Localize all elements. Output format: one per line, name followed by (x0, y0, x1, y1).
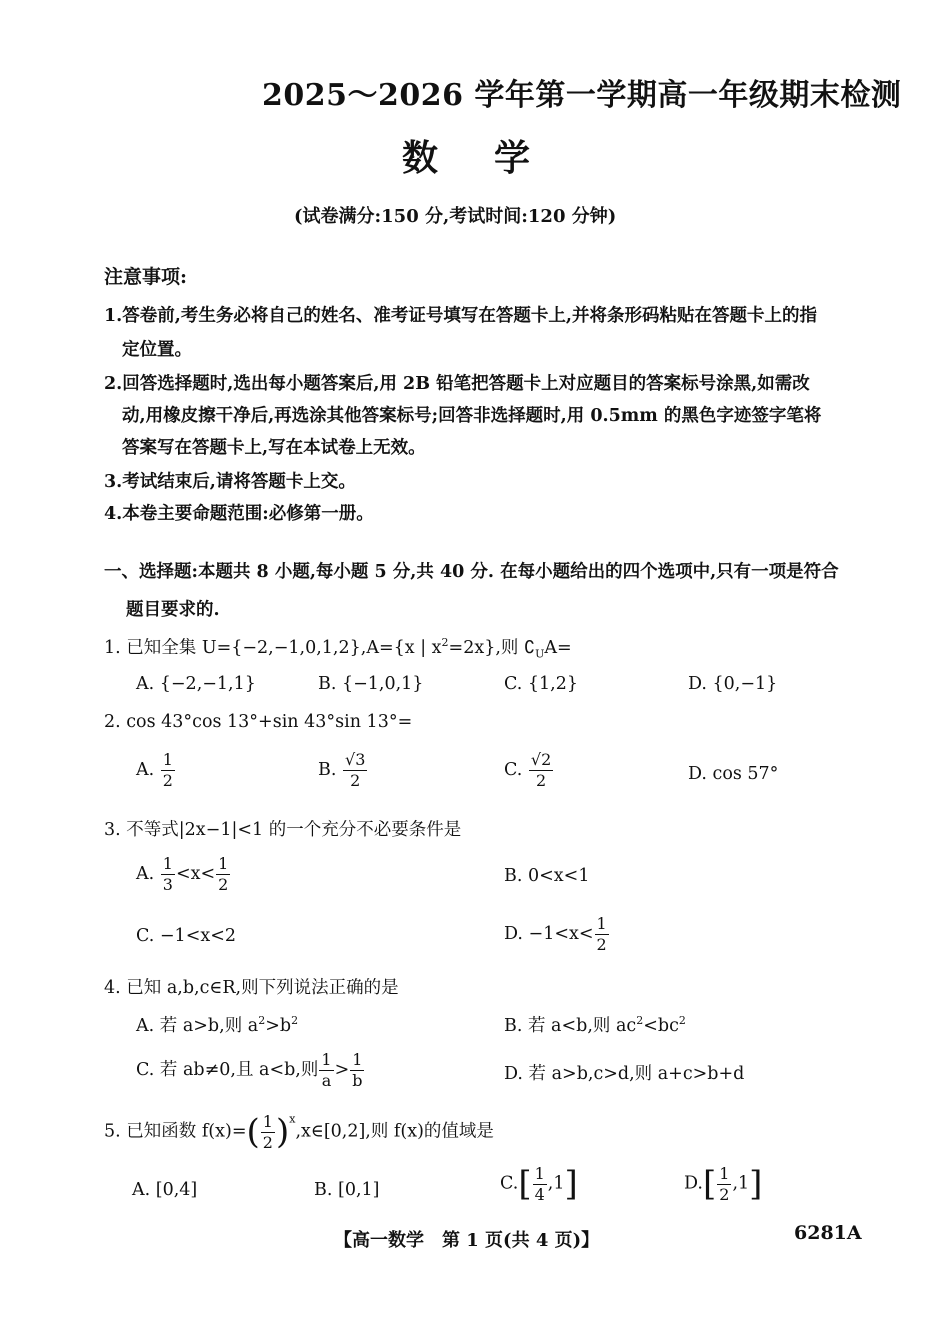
question-5-option-a: A. [0,4] (132, 1180, 198, 1200)
question-2-option-a: A. $\frac{1}{2}$ (136, 750, 173, 790)
notice-item-3: 3.考试结束后,请将答题卡上交。 (104, 472, 356, 492)
question-1-option-a: A. {−2,−1,1} (136, 674, 256, 694)
question-2-stem: 2. cos 43°cos 13°+sin 43°sin 13°= (104, 712, 413, 732)
section-heading: 一、选择题:本题共 8 小题,每小题 5 分,共 40 分. 在每小题给出的四个选项中,只有一项是符合 (104, 562, 839, 582)
paper-code: 6281A (794, 1222, 862, 1244)
question-1-stem: 1. 已知全集 U={−2,−1,0,1,2},A={x | $x^2=2x$},则 $∁_UA=$ (104, 636, 572, 661)
exam-meta: (试卷满分:150 分,考试时间:120 分钟) (294, 206, 617, 227)
question-1-option-d: D. {0,−1} (688, 674, 778, 694)
question-4-option-a: A. 若 a>b,则 $a^2>b^2$ (136, 1014, 299, 1036)
notice-item-1: 1.答卷前,考生务必将自己的姓名、准考证号填写在答题卡上,并将条形码粘贴在答题卡上的指 (104, 306, 817, 326)
notice-item-1-cont: 定位置。 (122, 340, 192, 360)
page-footer: 【高一数学 第 1 页(共 4 页)】 (334, 1230, 600, 1251)
question-5-option-b: B. [0,1] (314, 1180, 380, 1200)
notice-item-4: 4.本卷主要命题范围:必修第一册。 (104, 504, 374, 524)
notice-item-2-cont2: 答案写在答题卡上,写在本试卷上无效。 (122, 438, 426, 458)
question-4-option-c: C. 若 ab≠0,且 a<b,则 $\frac{1}{a}$ > $\frac{1}{b}$ (136, 1050, 363, 1090)
question-5-option-d: D.[ $\frac{1}{2}$ ,1] (684, 1163, 763, 1204)
question-3-option-d: D. −1<x< $\frac{1}{2}$ (504, 914, 607, 954)
question-3-option-c: C. −1<x<2 (136, 926, 237, 946)
notice-heading: 注意事项: (104, 266, 188, 288)
question-4-stem: 4. 已知 a,b,c∈R,则下列说法正确的是 (104, 978, 399, 998)
question-5-stem: 5. 已知函数 f(x)=( $\frac{1}{2}$ )$^x$,x∈[0,2],则 f(x)的值域是 (104, 1111, 494, 1152)
question-3-stem: 3. 不等式|2x−1|<1 的一个充分不必要条件是 (104, 820, 462, 840)
notice-item-2: 2.回答选择题时,选出每小题答案后,用 2B 铅笔把答题卡上对应题目的答案标号涂黑,如需改 (104, 374, 810, 394)
question-3-option-b: B. 0<x<1 (504, 866, 590, 886)
question-2-option-c: C. $\frac{√2}{2}$ (504, 750, 552, 790)
question-4-option-b: B. 若 a<b,则 $ac^2<bc^2$ (504, 1014, 686, 1036)
section-heading-cont: 题目要求的. (126, 600, 220, 620)
question-1-option-c: C. {1,2} (504, 674, 578, 694)
question-4-option-d: D. 若 a>b,c>d,则 a+c>b+d (504, 1064, 745, 1084)
question-1-option-b: B. {−1,0,1} (318, 674, 424, 694)
question-2-option-b: B. $\frac{√3}{2}$ (318, 750, 366, 790)
question-5-option-c: C.[ $\frac{1}{4}$ ,1] (500, 1163, 578, 1204)
question-3-option-a: A. $\frac{1}{3}$ <x< $\frac{1}{2}$ (136, 854, 229, 894)
question-2-option-d: D. cos 57° (688, 764, 779, 784)
notice-item-2-cont: 动,用橡皮擦干净后,再选涂其他答案标号;回答非选择题时,用 0.5mm 的黑色字迹签字笔将 (122, 406, 822, 426)
subject-title: 数学 (402, 137, 587, 179)
exam-title: 2025～2026 学年第一学期高一年级期末检测 (262, 78, 902, 113)
